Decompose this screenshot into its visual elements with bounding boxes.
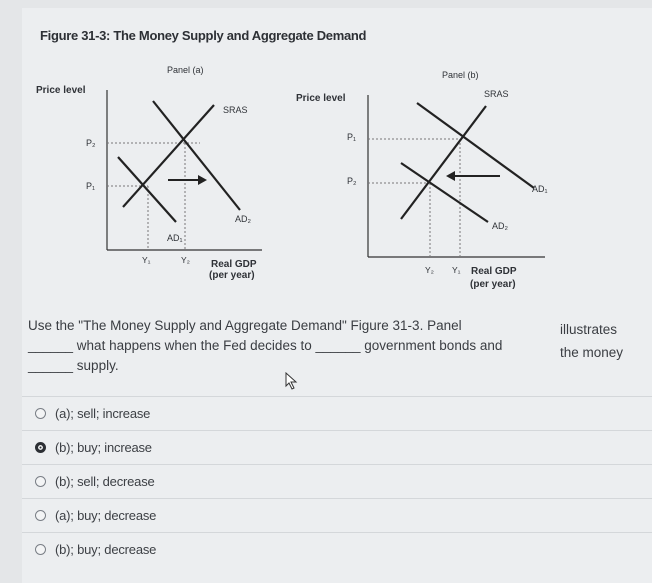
panel-b-y1-label: Y₁ [452,265,461,275]
panel-a-sras-label: SRAS [223,105,248,115]
option-0[interactable] [22,396,652,430]
radio-option-2[interactable] [35,476,46,487]
panel-a-p1-label: P₁ [86,181,96,191]
panel-b-p2-label: P₂ [347,176,357,186]
option-4[interactable] [22,532,652,566]
panel-b-ad2-label: AD₂ [492,221,508,231]
option-2[interactable] [22,464,652,498]
option-3[interactable] [22,498,652,532]
option-label: (b); buy; increase [55,440,152,455]
panel-a-ad2-label: AD₂ [235,214,251,224]
panel-a-ad1-label: AD₁ [167,233,183,243]
mouse-cursor-icon [285,372,299,390]
panel-a-y1-label: Y₁ [142,255,151,265]
panel-a [36,65,262,281]
panel-a-y-axis-label: Price level [36,85,86,96]
option-label: (a); sell; increase [55,406,151,421]
panel-b-p1-label: P₁ [347,132,357,142]
panel-b-ad2-curve [401,163,488,222]
panel-a-x-axis-unit: (per year) [209,270,255,281]
panel-b-arrow-head [446,171,455,181]
panel-b-x-axis-unit: (per year) [470,279,516,290]
question-text: Use the "The Money Supply and Aggregate Demand" Figure 31-3. Panel ______ what happens when the Fed decides to ______ government bonds and ______ supply. [28,318,503,373]
panel-b-y2-label: Y₂ [425,265,434,275]
radio-option-0[interactable] [35,408,46,419]
panel-a-ad2-curve [153,101,240,210]
panel-b-label: Panel (b) [442,70,479,80]
panel-b-ad1-label: AD₁ [532,184,548,194]
option-label: (b); sell; decrease [55,474,155,489]
panel-b-sras-label: SRAS [484,89,509,99]
panel-a-y2-label: Y₂ [181,255,190,265]
option-label: (b); buy; decrease [55,542,157,557]
figure-title: Figure 31-3: The Money Supply and Aggregate Demand [40,28,367,43]
option-label: (a); buy; decrease [55,508,157,523]
panel-a-label: Panel (a) [167,65,204,75]
answer-options [22,396,652,566]
question-right-line-1: illustrates [560,322,618,337]
question-right-column [560,318,650,364]
radio-option-3[interactable] [35,510,46,521]
radio-option-4[interactable] [35,544,46,555]
question-right-line-2: the money [560,345,624,360]
panel-b-x-axis-label: Real GDP [471,266,517,277]
panel-a-arrow-head [198,175,207,185]
panel-a-p2-label: P₂ [86,138,96,148]
panel-b [296,70,548,290]
panel-b-y-axis-label: Price level [296,93,346,104]
panel-a-ad1-curve [118,157,176,222]
panel-a-x-axis-label: Real GDP [211,259,257,270]
radio-option-1[interactable] [35,442,46,453]
option-1[interactable] [22,430,652,464]
